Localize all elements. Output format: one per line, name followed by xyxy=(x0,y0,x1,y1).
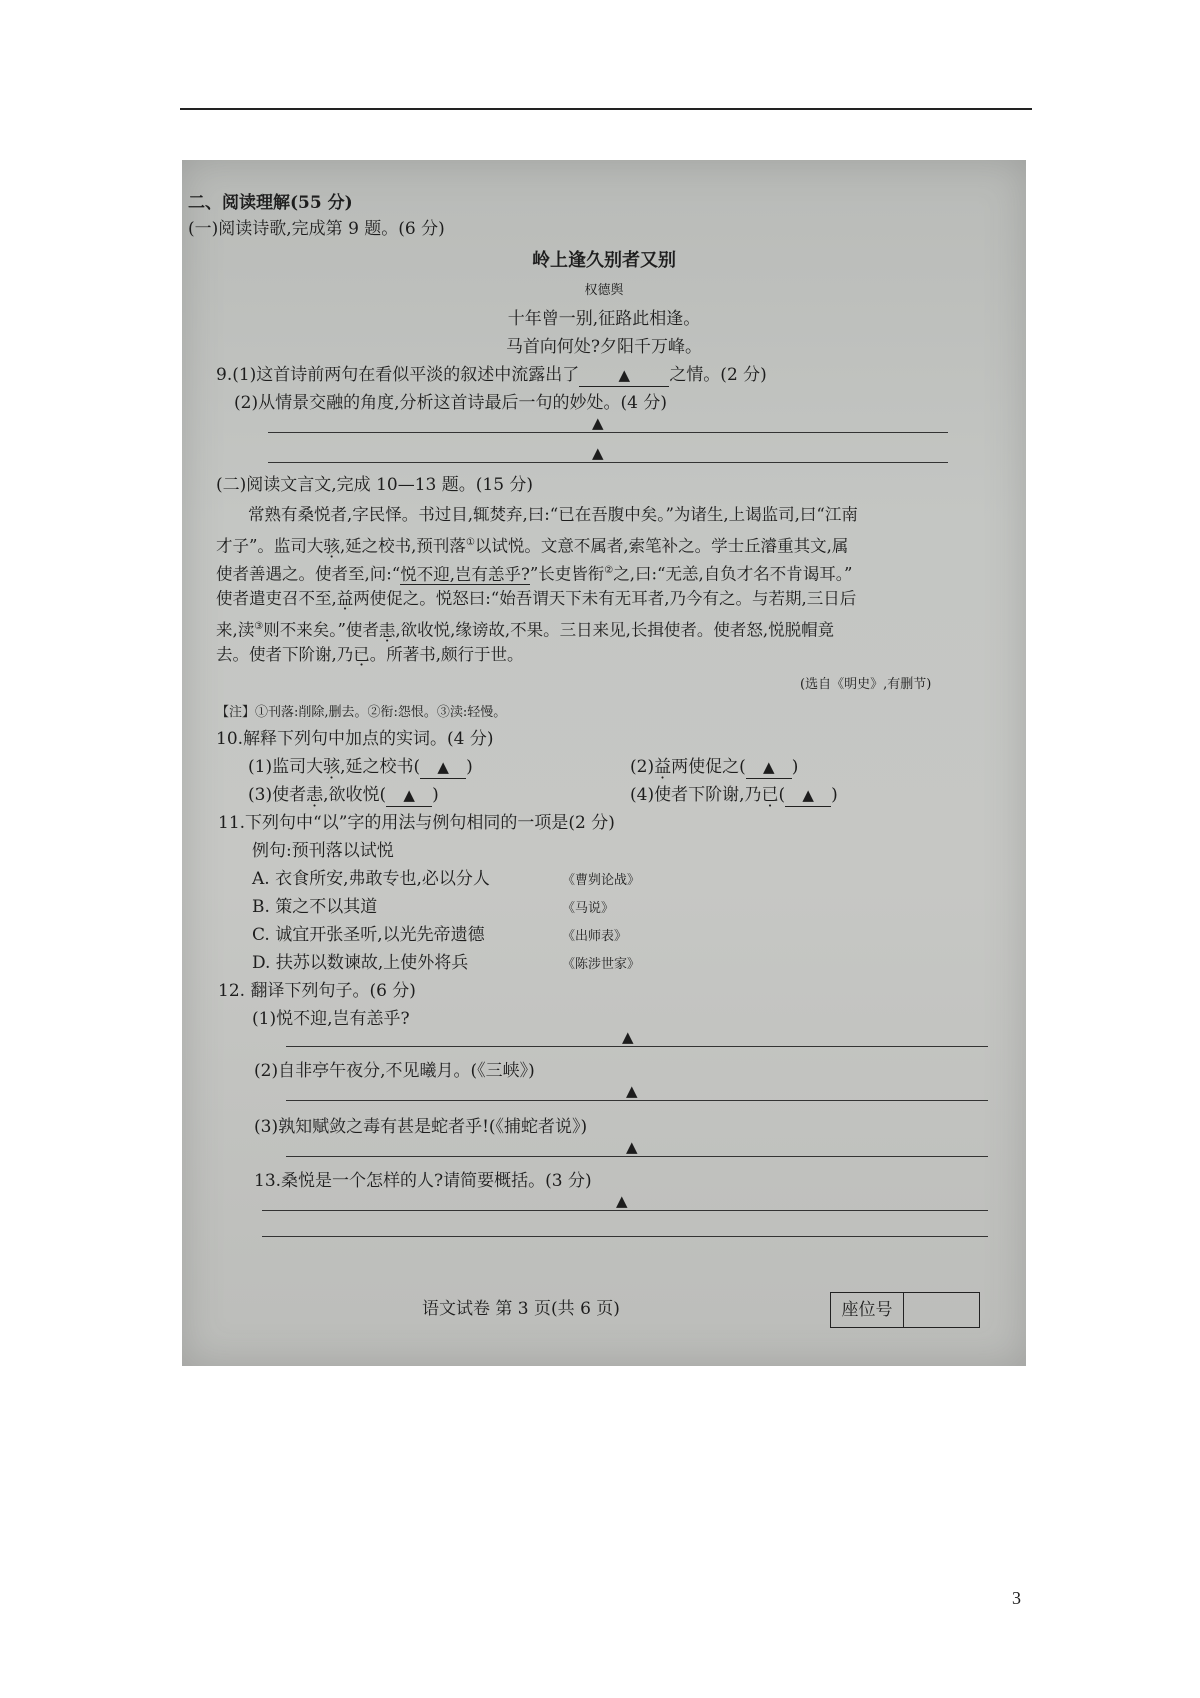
q13-stem: 13.桑悦是一个怎样的人?请简要概括。(3 分) xyxy=(254,1171,592,1191)
underlined-sentence: 悦不迎,岂有恙乎? xyxy=(400,564,530,584)
section-heading: 二、阅读理解(55 分) xyxy=(188,193,353,213)
answer-line[interactable] xyxy=(268,462,948,463)
q10-blank-2[interactable]: ▲ xyxy=(746,756,792,779)
q11-option-c-source: 《出师表》 xyxy=(562,929,628,944)
poem-line-1: 十年曾一别,征路此相逢。 xyxy=(507,309,701,329)
answer-line[interactable] xyxy=(286,1156,988,1157)
part1-instruction: (一)阅读诗歌,完成第 9 题。(6 分) xyxy=(188,219,445,239)
q12-sentence-2: (2)自非亭午夜分,不见曦月。(《三峡》) xyxy=(254,1061,535,1081)
q10-item-4: (4)使者下阶谢,乃已( ▲ ) xyxy=(630,785,838,805)
answer-triangle-icon: ▲ xyxy=(616,1192,628,1210)
answer-triangle-icon: ▲ xyxy=(618,366,631,384)
passage-line-5: 来,渎③则不来矣。”使者恚,欲收悦,缘谤故,不果。三日来见,长揖使者。使者怒,悦脱帽竟 xyxy=(216,620,835,640)
seat-number-field[interactable] xyxy=(905,1293,979,1327)
answer-line[interactable] xyxy=(262,1236,988,1237)
q12-sentence-3: (3)孰知赋敛之毒有甚是蛇者乎!(《捕蛇者说》) xyxy=(254,1117,588,1137)
q10-blank-4[interactable]: ▲ xyxy=(785,784,831,807)
q9-part2: (2)从情景交融的角度,分析这首诗最后一句的妙处。(4 分) xyxy=(234,393,667,413)
page-number: 3 xyxy=(1012,1588,1021,1608)
q10-item-1: (1)监司大骇,延之校书( ▲ ) xyxy=(248,757,473,777)
q11-option-b[interactable]: B. 策之不以其道 xyxy=(252,897,378,917)
q11-option-d-source: 《陈涉世家》 xyxy=(562,957,641,972)
poem-line-2: 马首向何处?夕阳千万峰。 xyxy=(505,337,703,357)
passage-line-4: 使者遣吏召不至,益两使促之。悦怒曰:“始吾谓天下未有无耳者,乃今有之。与若期,三日后 xyxy=(216,589,857,608)
passage-line-3: 使者善遇之。使者至,问:“悦不迎,岂有恙乎?”长吏皆衔②之,曰:“无恙,自负才名不肯谒耳。” xyxy=(216,564,853,584)
q9-blank[interactable] xyxy=(579,364,669,387)
answer-triangle-icon: ▲ xyxy=(622,1028,634,1046)
q11-option-a-source: 《曹刿论战》 xyxy=(562,873,641,888)
passage-line-2: 才子”。监司大骇,延之校书,预刊落①以试悦。文意不属者,索笔补之。学士丘濬重其文,属 xyxy=(216,536,849,556)
answer-triangle-icon: ▲ xyxy=(626,1138,638,1156)
answer-triangle-icon: ▲ xyxy=(592,444,604,462)
part2-instruction: (二)阅读文言文,完成 10—13 题。(15 分) xyxy=(216,475,534,495)
q9-p1-post: 之情。(2 分) xyxy=(669,365,767,385)
q11-stem: 11.下列句中“以”字的用法与例句相同的一项是(2 分) xyxy=(218,813,615,833)
q11-option-b-source: 《马说》 xyxy=(562,901,615,916)
passage-line-1: 常熟有桑悦者,字民怿。书过目,辄焚弃,曰:“已在吾腹中矣。”为诸生,上谒监司,曰“江南 xyxy=(248,505,858,524)
q11-example: 例句:预刊落以试悦 xyxy=(252,841,394,861)
q10-item-2: (2)益两使促之( ▲ ) xyxy=(630,757,799,777)
footer-page-label: 语文试卷 第 3 页(共 6 页) xyxy=(422,1299,620,1319)
header-rule xyxy=(180,108,1032,110)
poem-author: 权德舆 xyxy=(584,283,624,298)
q11-option-c[interactable]: C. 诚宜开张圣听,以光先帝遗德 xyxy=(252,925,485,945)
q11-option-d[interactable]: D. 扶苏以数谏故,上使外将兵 xyxy=(252,953,469,973)
seat-number-box xyxy=(830,1292,980,1328)
q9-part1 xyxy=(216,364,767,387)
exam-page-photo xyxy=(182,160,1026,1366)
q10-item-3: (3)使者恚,欲收悦( ▲ ) xyxy=(248,785,439,805)
q10-blank-1[interactable]: ▲ xyxy=(420,756,466,779)
poem-title: 岭上逢久别者又别 xyxy=(532,250,676,271)
q12-sentence-1: (1)悦不迎,岂有恙乎? xyxy=(252,1009,410,1029)
answer-line[interactable] xyxy=(286,1046,988,1047)
answer-triangle-icon: ▲ xyxy=(592,414,604,432)
answer-line[interactable] xyxy=(286,1100,988,1101)
q12-stem: 12. 翻译下列句子。(6 分) xyxy=(218,981,416,1001)
answer-triangle-icon: ▲ xyxy=(626,1082,638,1100)
passage-notes: 【注】①刊落:削除,删去。②衔:怨恨。③渎:轻慢。 xyxy=(216,705,507,720)
passage-source: (选自《明史》,有删节) xyxy=(800,677,932,692)
q11-option-a[interactable]: A. 衣食所安,弗敢专也,必以分人 xyxy=(252,869,490,889)
q10-blank-3[interactable]: ▲ xyxy=(386,784,432,807)
seat-number-label: 座位号 xyxy=(831,1293,904,1327)
passage-line-6: 去。使者下阶谢,乃已。所著书,颇行于世。 xyxy=(216,645,524,664)
answer-line[interactable] xyxy=(262,1210,988,1211)
answer-line[interactable] xyxy=(268,432,948,433)
q9-p1-pre: 9.(1)这首诗前两句在看似平淡的叙述中流露出了 xyxy=(216,365,580,385)
q10-stem: 10.解释下列句中加点的实词。(4 分) xyxy=(216,729,494,749)
